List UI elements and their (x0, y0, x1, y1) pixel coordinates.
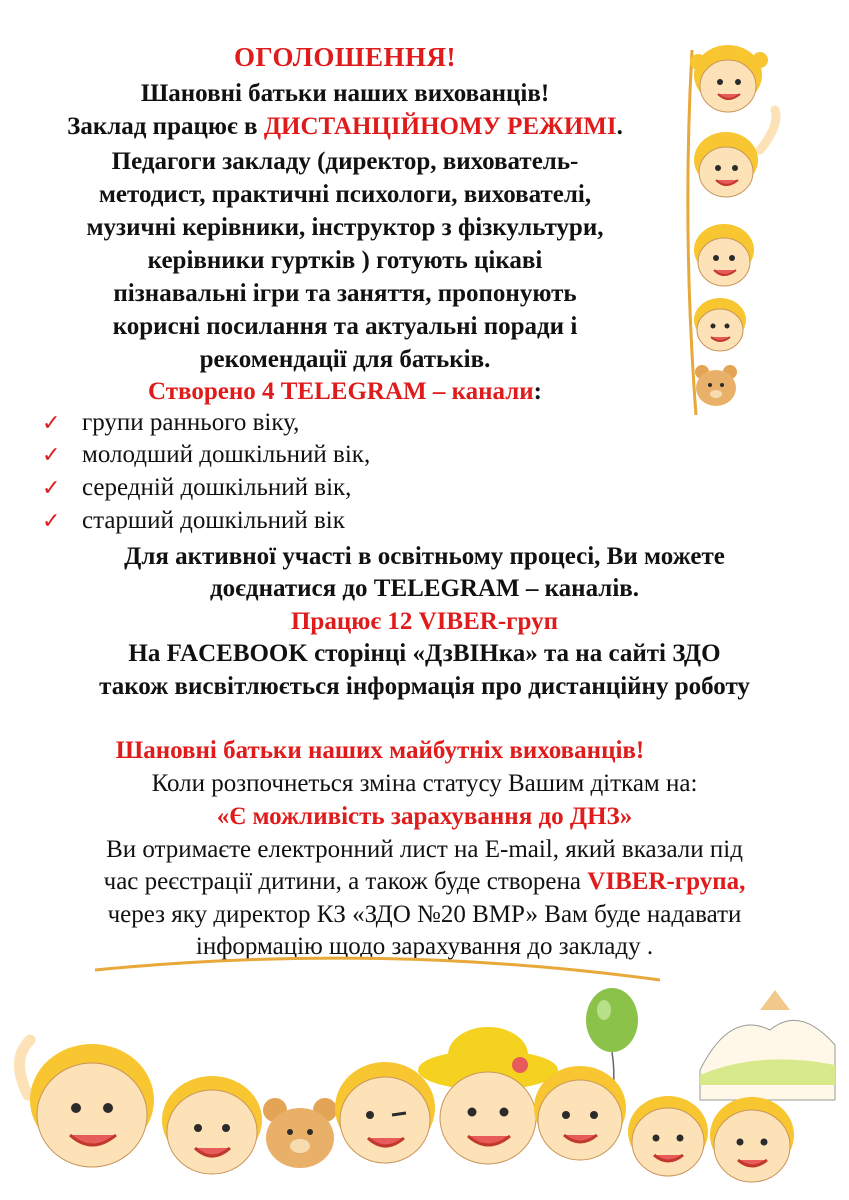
teddy-bear-icon (263, 1098, 337, 1168)
body-line: музичні керівники, інструктор з фізкультури, (86, 214, 604, 241)
body-line: керівники гуртків ) готують цікаві (147, 247, 543, 274)
mode-line (0, 113, 690, 141)
checkmark-icon: ✓ (42, 508, 61, 533)
list-item (42, 507, 345, 535)
announcement-title: ОГОЛОШЕННЯ! (234, 42, 456, 72)
child-face-icon (694, 298, 746, 351)
body-line: пізнавальні ігри та заняття, пропонують (113, 280, 577, 307)
body-line: корисні посилання та актуальні поради і (112, 313, 578, 340)
viber-groups-line: Працює 12 VIBER-груп (290, 608, 558, 635)
list-item (42, 441, 370, 469)
channel-label: середній дошкільний вік, (82, 474, 352, 501)
join-line: Для активної участі в освітньому процесі, Ви можете (124, 543, 725, 570)
checkmark-icon: ✓ (42, 410, 61, 435)
child-face-icon (335, 1062, 435, 1163)
channel-label: групи раннього віку, (82, 409, 300, 436)
info-line: через яку директор КЗ «ЗДО №20 ВМР» Вам буде надавати (107, 901, 742, 928)
mode-prefix: Заклад працює в (67, 113, 264, 140)
facebook-line: також висвітлюється інформація про дистанційну роботу (99, 673, 750, 700)
facebook-line: На FACEBOOK сторінці «ДзВІНка» та на сайті ЗДО (128, 640, 721, 667)
child-face-icon (534, 1066, 626, 1160)
child-face-icon (19, 1040, 154, 1167)
checkmark-icon: ✓ (42, 442, 61, 467)
teddy-bear-icon (695, 365, 737, 406)
info-line: інформацію щодо зарахування до закладу . (195, 933, 654, 960)
list-item (42, 409, 299, 437)
viber-group-highlight: VIBER-група, (587, 868, 746, 895)
info-line: Ви отримаєте електронний лист на E-mail, який вказали під (106, 836, 743, 863)
checkmark-icon: ✓ (42, 475, 61, 500)
info-line (0, 868, 849, 896)
telegram-heading-text: Створено 4 TELEGRAM – канали (148, 378, 534, 405)
child-face-icon (162, 1076, 262, 1174)
channel-label: молодший дошкільний вік, (82, 441, 371, 468)
children-group-illustration (0, 950, 849, 1200)
greeting-line: Шановні батьки наших вихованців! (140, 80, 550, 107)
landscape-icon (700, 990, 835, 1100)
status-value: «Є можливість зарахування до ДНЗ» (216, 803, 633, 830)
body-line: Педагоги закладу (директор, вихователь- (111, 148, 579, 175)
child-face-icon (628, 1096, 708, 1176)
child-face-icon (694, 110, 776, 197)
child-face-icon (710, 1097, 794, 1182)
status-line: Коли розпочнеться зміна статусу Вашим діткам на: (151, 770, 698, 797)
telegram-heading (0, 378, 690, 406)
child-face-icon (694, 224, 754, 286)
body-line: рекомендації для батьків. (199, 346, 491, 373)
mode-suffix: . (616, 113, 623, 140)
future-heading: Шановні батьки наших майбутніх вихованців! (115, 737, 645, 764)
channel-label: старший дошкільний вік (82, 507, 345, 534)
info-line-prefix: час реєстрації дитини, а також буде створена (103, 868, 588, 895)
list-item (42, 474, 351, 502)
mode-highlight: ДИСТАНЦІЙНОМУ РЕЖИМІ (263, 113, 617, 140)
peeking-children-illustration (680, 30, 790, 420)
body-line: методист, практичні психологи, вихователі, (98, 181, 592, 208)
join-line: доєднатися до TELEGRAM – каналів. (209, 575, 640, 602)
telegram-heading-colon: : (533, 378, 542, 405)
child-face-icon (690, 45, 768, 112)
